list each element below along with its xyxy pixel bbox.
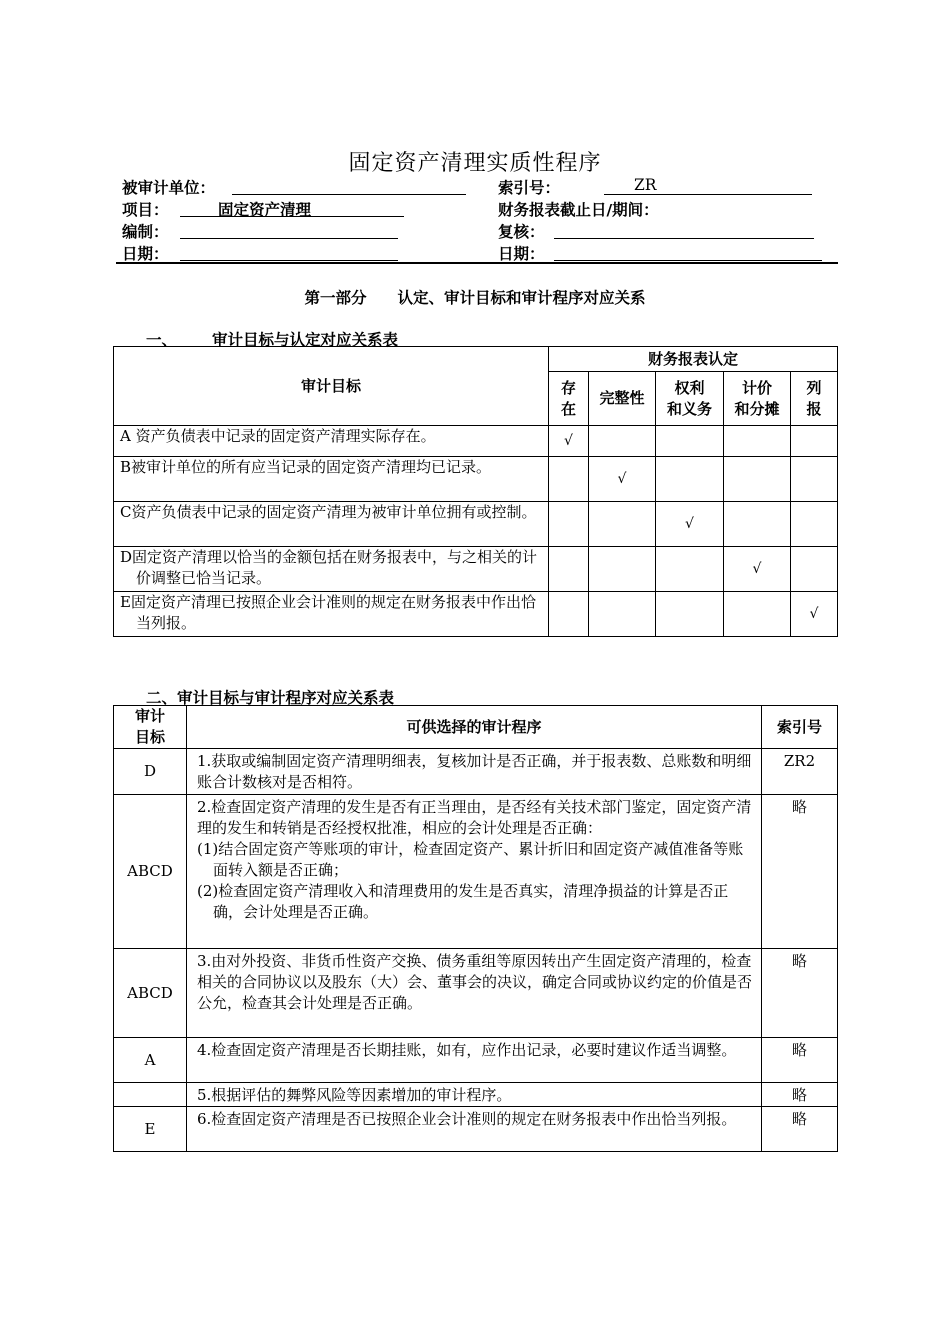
procedure-cell: 5.根据评估的舞弊风险等因素增加的审计程序。	[187, 1083, 762, 1107]
header-rule	[116, 262, 838, 264]
assertion-col-completeness: 完整性	[589, 372, 656, 426]
reviewer-label: 复核：	[498, 223, 545, 241]
table-row	[114, 795, 838, 949]
procedure-cell: 4.检查固定资产清理是否长期挂账，如有，应作出记录，必要时建议作适当调整。	[187, 1038, 762, 1083]
index-cell[interactable]: 略	[762, 1083, 838, 1107]
objective-cell: C资产负债表中记录的固定资产清理为被审计单位拥有或控制。	[114, 502, 549, 547]
project-label: 项目：	[122, 201, 169, 219]
reviewer-line	[554, 238, 814, 239]
section1-heading-num: 一、	[146, 331, 178, 349]
check-cell: √	[724, 547, 791, 592]
date-line	[180, 260, 398, 261]
index-label: 索引号：	[498, 179, 561, 197]
objective-cell: E	[114, 1107, 187, 1152]
table-row	[114, 1107, 838, 1152]
index-value[interactable]: ZR	[634, 176, 657, 194]
procedure-cell	[187, 795, 762, 949]
project-value[interactable]: 固定资产清理	[218, 201, 312, 219]
col-procedure-header: 可供选择的审计程序	[187, 706, 762, 749]
index-line	[604, 194, 812, 195]
section1-heading: 审计目标与认定对应关系表	[212, 331, 399, 349]
table-row	[114, 592, 838, 637]
table-row	[114, 502, 838, 547]
assertion-col-valuation: 计价 和分摊	[724, 372, 791, 426]
objective-cell: A	[114, 1038, 187, 1083]
assertion-col-presentation: 列 报	[791, 372, 838, 426]
date-line-2	[554, 260, 822, 261]
col-assertions-header: 财务报表认定	[549, 347, 838, 372]
procedure-table	[113, 705, 838, 1152]
part1-title: 第一部分 认定、审计目标和审计程序对应关系	[304, 289, 646, 307]
preparer-label: 编制：	[122, 223, 169, 241]
col-index-header: 索引号	[762, 706, 838, 749]
date-label-2: 日期：	[498, 245, 545, 263]
page-title: 固定资产清理实质性程序	[348, 151, 602, 176]
objective-cell: D固定资产清理以恰当的金额包括在财务报表中，与之相关的计价调整已恰当记录。	[114, 547, 549, 592]
audited-unit-line	[232, 194, 466, 195]
audited-unit-label: 被审计单位：	[122, 179, 216, 197]
table-row	[114, 426, 838, 457]
table-row	[114, 1083, 838, 1107]
index-cell[interactable]: 略	[762, 1107, 838, 1152]
procedure-cell: 6.检查固定资产清理是否已按照企业会计准则的规定在财务报表中作出恰当列报。	[187, 1107, 762, 1152]
period-label: 财务报表截止日/期间：	[498, 201, 659, 219]
objective-cell: B被审计单位的所有应当记录的固定资产清理均已记录。	[114, 457, 549, 502]
col-objective-header: 审计目标	[114, 347, 549, 426]
objective-cell: A 资产负债表中记录的固定资产清理实际存在。	[114, 426, 549, 457]
objective-cell: ABCD	[114, 949, 187, 1038]
assertion-col-rights: 权利 和义务	[656, 372, 724, 426]
date-label: 日期：	[122, 245, 169, 263]
table-row	[114, 1038, 838, 1083]
preparer-line	[180, 238, 398, 239]
procedure-cell: 3.由对外投资、非货币性资产交换、债务重组等原因转出产生固定资产清理的，检查相关的合同协议以及股东（大）会、董事会的决议，确定合同或协议约定的价值是否公允，检查其会计处理是否正确。	[187, 949, 762, 1038]
objective-cell: E固定资产清理已按照企业会计准则的规定在财务报表中作出恰当列报。	[114, 592, 549, 637]
table-row	[114, 547, 838, 592]
section2-heading: 二、审计目标与审计程序对应关系表	[146, 689, 395, 707]
table-row	[114, 749, 838, 795]
index-cell[interactable]: ZR2	[762, 749, 838, 795]
index-cell[interactable]: 略	[762, 795, 838, 949]
col-objective-header: 审计 目标	[114, 706, 187, 749]
check-cell: √	[656, 502, 724, 547]
assertion-col-existence: 存 在	[549, 372, 589, 426]
table-row	[114, 457, 838, 502]
check-cell: √	[791, 592, 838, 637]
index-cell[interactable]: 略	[762, 949, 838, 1038]
table-row	[114, 949, 838, 1038]
check-cell: √	[549, 426, 589, 457]
check-cell: √	[589, 457, 656, 502]
index-cell[interactable]: 略	[762, 1038, 838, 1083]
procedure-cell: 1.获取或编制固定资产清理明细表，复核加计是否正确，并于报表数、总账数和明细账合计数核对是否相符。	[187, 749, 762, 795]
assertion-table	[113, 346, 838, 637]
procedure-text: 2.检查固定资产清理的发生是否有正当理由，是否经有关技术部门鉴定，固定资产清理的发生和转销是否经授权批准，相应的会计处理是否正确：	[197, 798, 752, 837]
objective-cell: ABCD	[114, 795, 187, 949]
procedure-sub-item: (2)检查固定资产清理收入和清理费用的发生是否真实，清理净损益的计算是否正确，会计处理是否正确。	[197, 882, 729, 921]
objective-cell: D	[114, 749, 187, 795]
objective-cell	[114, 1083, 187, 1107]
procedure-sub-item: (1)结合固定资产等账项的审计，检查固定资产、累计折旧和固定资产减值准备等账面转入额是否正确；	[197, 840, 744, 879]
